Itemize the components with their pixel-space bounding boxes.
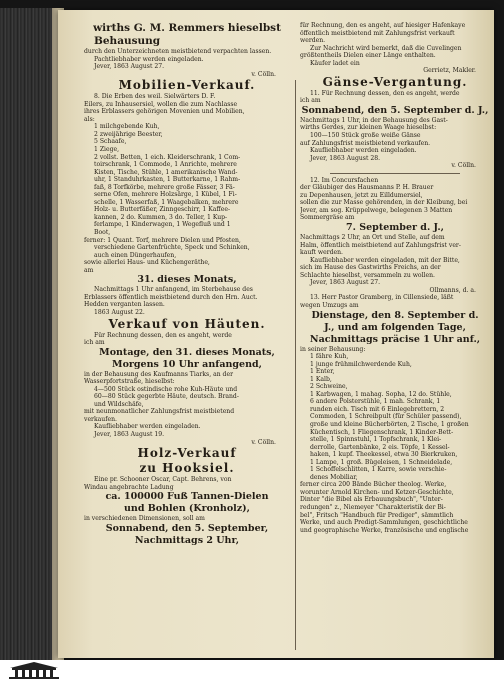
text-line: bel", Fritsch "Handbuch für Prediger", sämmtlich <box>300 511 454 519</box>
text-line: Nachmittags 1 Uhr, in der Behausung des Gast- <box>300 116 448 124</box>
text-line: Jever, 1863 August 27. <box>94 63 165 71</box>
text-line: und geographische Werke, französische und englische <box>300 526 469 534</box>
text-line: wirths Gerdes, zur kleinen Waage hieselbst: <box>300 124 437 132</box>
text-line: Jever, 1863 August 27. <box>310 279 381 287</box>
text-line: in verschiedenen Dimensionen, soll am <box>84 515 205 523</box>
column-divider <box>295 80 296 650</box>
text-line: ich am <box>84 339 105 347</box>
text-line: zu Depenhausen, jetzt zu Eilldumersiel, <box>300 191 423 199</box>
text-line: Jever, am sog. Krüppelwege, belegenen 3 Matten <box>300 206 453 214</box>
text-line: Nachmittags 1 Uhr anfangend, im Sterbehause des <box>94 286 253 294</box>
text-line: Gerrietz, Makler. <box>423 67 476 75</box>
text-line: uhr, 1 Standuhrkasten, 1 Butterkarne, 1 Rahm- <box>94 176 241 184</box>
text-line: schelle, 1 Wasserfaß, 1 Waagebalken, mehrere <box>94 198 239 206</box>
text-line: 1 fähre Kuh, <box>310 353 349 361</box>
text-line: große und kleine Bücherbörten, 2 Tische, 1 großen <box>310 420 469 428</box>
text-line: 60—80 Stück gegerbte Häute, deutsch. Brand- <box>94 393 239 401</box>
heading-line: 31. dieses Monats, <box>137 274 237 286</box>
text-line: 1 junge frühmilchwerdende Kuh, <box>310 360 412 368</box>
heading-line: Behausung <box>94 35 161 47</box>
text-line: ferner: 1 Quant. Torf, mehrere Dielen und Pfosten, <box>84 236 241 244</box>
text-line: ihres Erblassers gehörigen Movenien und Mobilien, <box>84 108 245 116</box>
text-line: Eine pr. Schooner Oscar, Capt. Behrens, von <box>94 476 232 484</box>
text-line: stelle, 1 Spinnstuhl, 1 Topfschrank, 1 Klei- <box>310 436 442 444</box>
text-line: haken, 1 kupf. Theekessel, etwa 30 Bierkruken, <box>310 451 458 459</box>
library-logo-icon <box>6 660 62 682</box>
text-line: sollen die zur Masse gehörenden, in der Kleibung, bei <box>300 199 468 207</box>
heading-line: Gänse-Vergantung. <box>322 74 468 89</box>
heading-line: Sonnabend, den 5. September d. J., <box>301 104 489 116</box>
text-line: 5 Schaafe, <box>94 138 127 146</box>
heading-line: ca. 100000 Fuß Tannen-Dielen <box>105 491 269 503</box>
text-line: 2 Schweine, <box>310 383 348 391</box>
text-line: mit neunmonatlicher Zahlungsfrist meistbietend <box>84 408 235 416</box>
text-line: 1 Ziege, <box>94 146 120 154</box>
text-line: v. Cölln. <box>451 162 476 170</box>
text-line: runden eich. Tisch mit 6 Einlegebrettern, 2 <box>310 405 445 413</box>
text-line: 6 andere Polsterstühle, 1 mah. Schrank, 1 <box>310 398 441 406</box>
text-line: serne Ofen, mehrere Holzsärge, 1 Kübel, 1 Fi- <box>94 191 237 199</box>
text-line: Sommergräse am <box>300 214 355 222</box>
text-line: 1863 August 22. <box>94 308 145 316</box>
text-line: sowie allerlei Haus- und Küchengeräthe, <box>84 259 210 267</box>
text-line: 8. Die Erben des weil. Sielwärters D. F. <box>94 93 216 101</box>
text-line: Commoden, 1 Schreibpult (für Schüler passend), <box>310 413 462 421</box>
text-line: Pachtliebhaber werden eingeladen. <box>94 55 204 63</box>
text-line: für Rechnung, den es angeht, auf hiesiger Hafenkaye <box>300 22 466 29</box>
text-line: Erblassers öffentlich meistbietend durch den Hrn. Auct. <box>84 293 258 301</box>
heading-line: Dienstage, den 8. September d. <box>311 309 479 321</box>
text-line: in der Behausung des Kaufmanns Tiarks, an der <box>84 370 233 378</box>
text-line: kauft werden. <box>300 249 343 257</box>
text-line: 11. Für Rechnung dessen, den es angeht, werde <box>310 89 460 97</box>
text-line: Kaufliebhaber werden eingeladen, mit der Bitte, <box>310 256 460 264</box>
separator-rule <box>330 173 460 174</box>
text-line: Küchentisch, 1 Fliegenschrank, 1 Kinder-Bett- <box>310 428 454 436</box>
text-line: Nachmittags 2 Uhr, an Ort und Stelle, auf dem <box>300 234 445 242</box>
text-line: Halm, öffentlich meistbietend auf Zahlungsfrist ver- <box>300 241 461 249</box>
text-line: Jever, 1863 August 28. <box>310 154 381 162</box>
text-line: Ollmanns, d. a. <box>429 286 476 294</box>
right-column <box>300 22 490 534</box>
text-line: auf Zahlungsfrist meistbietend verkaufen. <box>300 139 431 147</box>
text-line: Dinter "die Bibel als Erbauungsbuch", "Unter- <box>300 496 443 504</box>
text-line: Jever, 1863 August 19. <box>94 430 165 438</box>
heading-line: Mobilien-Verkauf. <box>118 78 256 93</box>
text-line: Zur Nachricht wird bemerkt, daß die Cuvelingen <box>310 44 462 52</box>
text-line: faß, 8 Torfkörbe, mehrere große Fässer, 3 Fä- <box>94 183 235 191</box>
text-line: 1 Kalb, <box>310 375 332 383</box>
text-line: am <box>84 266 94 274</box>
text-line: sich im Hause des Gastwirths Freichs, an der <box>300 264 441 272</box>
text-line: Boot, <box>94 229 111 237</box>
text-line: 1 Enter, <box>310 368 335 376</box>
heading-line: und Bohlen (Kronholz), <box>124 503 250 515</box>
heading-line: Morgens 10 Uhr anfangend, <box>112 358 262 370</box>
text-line: auch einen Düngerhaufen, <box>94 251 177 259</box>
text-line: 1 Lampe, 1 groß. Bügeleisen, 1 Schneidelade, <box>310 458 453 466</box>
text-line: redungen" z., Niemeyer "Charakteristik der Bi- <box>300 503 446 511</box>
text-line: Werke, und auch Predigt-Sammlungen, geschichtliche <box>300 519 468 527</box>
text-line: Kaufliebhaber werden eingeladen. <box>94 423 201 431</box>
text-line: 2 zweijährige Beester, <box>94 130 163 138</box>
text-line: verschiedene Gartenfrüchte, Speck und Schinken, <box>94 244 250 252</box>
heading-line: wirths G. M. Remmers hieselbst <box>93 22 281 34</box>
text-line: 2 vollst. Betten, 1 eich. Kleiderschrank, 1 Com- <box>94 153 241 161</box>
text-line: ferner circa 200 Bände Bücher theolog. Werke, <box>300 481 447 489</box>
text-line: Wasserpfortstraße, hieselbst: <box>84 378 175 386</box>
text-line: Holz- u. Butterfäßer, Zinngeschirr, 1 Kaffee- <box>94 206 231 214</box>
text-line: ferlampe, 1 Kinderwagen, 1 Wegefluß und 1 <box>94 221 231 229</box>
heading-line: Nachmittags präcise 1 Uhr anf., <box>309 333 481 345</box>
text-line: als: <box>84 115 95 123</box>
text-line: Windau angebrachte Ladung <box>84 483 174 491</box>
text-line: werden. <box>300 37 326 45</box>
heading-line: Sonnabend, den 5. September, <box>105 522 269 534</box>
text-line: der Gläubiger des Hausmanns P. H. Brauer <box>300 184 434 192</box>
text-line: v. Cölln. <box>251 438 276 446</box>
text-line: ich am <box>300 97 321 105</box>
text-line: Käufer ladet ein <box>310 59 360 67</box>
text-line: 1 milchgebende Kuh, <box>94 123 160 131</box>
heading-line: Nachmittags 2 Uhr, <box>134 534 240 546</box>
text-line: und Wildschäfe, <box>94 400 144 408</box>
text-line: größtentheils Dielen einer Länge enthalten. <box>300 52 436 60</box>
text-line: verkaufen. <box>84 415 117 423</box>
text-line: denes Mobiliar, <box>310 473 358 481</box>
footer-bar <box>0 660 504 682</box>
text-line: 100—150 Stück große weiße Gänse <box>310 132 421 140</box>
text-line: Hedden verganten lassen. <box>84 301 165 309</box>
text-line: worunter Arnold Kirchen- und Ketzer-Geschichte, <box>300 488 454 496</box>
text-line: derrolle, Gartenbänke, 2 eis. Töpfe, 1 Kessel- <box>310 443 450 451</box>
heading-line: 7. September d. J., <box>346 222 444 234</box>
text-line: toirschrank, 1 Commode, 1 Anrichte, mehrere <box>94 161 237 169</box>
text-line: Für Rechnung dessen, den es angeht, werde <box>94 331 232 339</box>
text-line: 12. Im Concursfachen <box>310 176 379 184</box>
heading-line: zu Hooksiel. <box>139 461 235 476</box>
heading-line: Verkauf von Häuten. <box>108 316 266 331</box>
text-line: Kaufliebhaber werden eingeladen. <box>310 147 417 155</box>
text-line: 4—500 Stück ostindische rohe Kuh-Häute und <box>94 385 238 393</box>
text-line: 1 Schoffelschlitten, 1 Karre, sowie verschie- <box>310 466 447 474</box>
text-line: öffentlich meistbietend mit Zahlungsfrist verkauft <box>300 29 455 37</box>
text-line: kannen, 2 do. Kummen, 3 do. Teller, 1 Kup- <box>94 213 228 221</box>
text-line: wegen Umzugs am <box>300 301 359 309</box>
text-line: Schlachte hieselbst, versammeln zu wollen. <box>300 271 435 279</box>
left-column <box>84 22 290 547</box>
text-line: Kisten, Tische, Stühle, 1 amerikanische Wand- <box>94 168 238 176</box>
text-line: durch den Unterzeichneten meistbietend verpachten lassen. <box>84 48 272 55</box>
text-line: 13. Herr Pastor Gramberg, in Cillensiede, läßt <box>310 294 454 302</box>
text-line: Eilers, zu Inhausersiel, wollen die zum Nachlasse <box>84 100 238 108</box>
text-line: in seiner Behausung: <box>300 345 366 353</box>
text-line: v. Cölln. <box>251 70 276 78</box>
text-line: 1 Karbwagen, 1 mahag. Sopha, 12 do. Stühle, <box>310 390 452 398</box>
heading-line: J., und am folgenden Tage, <box>324 321 466 333</box>
heading-line: Montage, den 31. dieses Monats, <box>99 346 275 358</box>
heading-line: Holz-Verkauf <box>137 446 237 461</box>
